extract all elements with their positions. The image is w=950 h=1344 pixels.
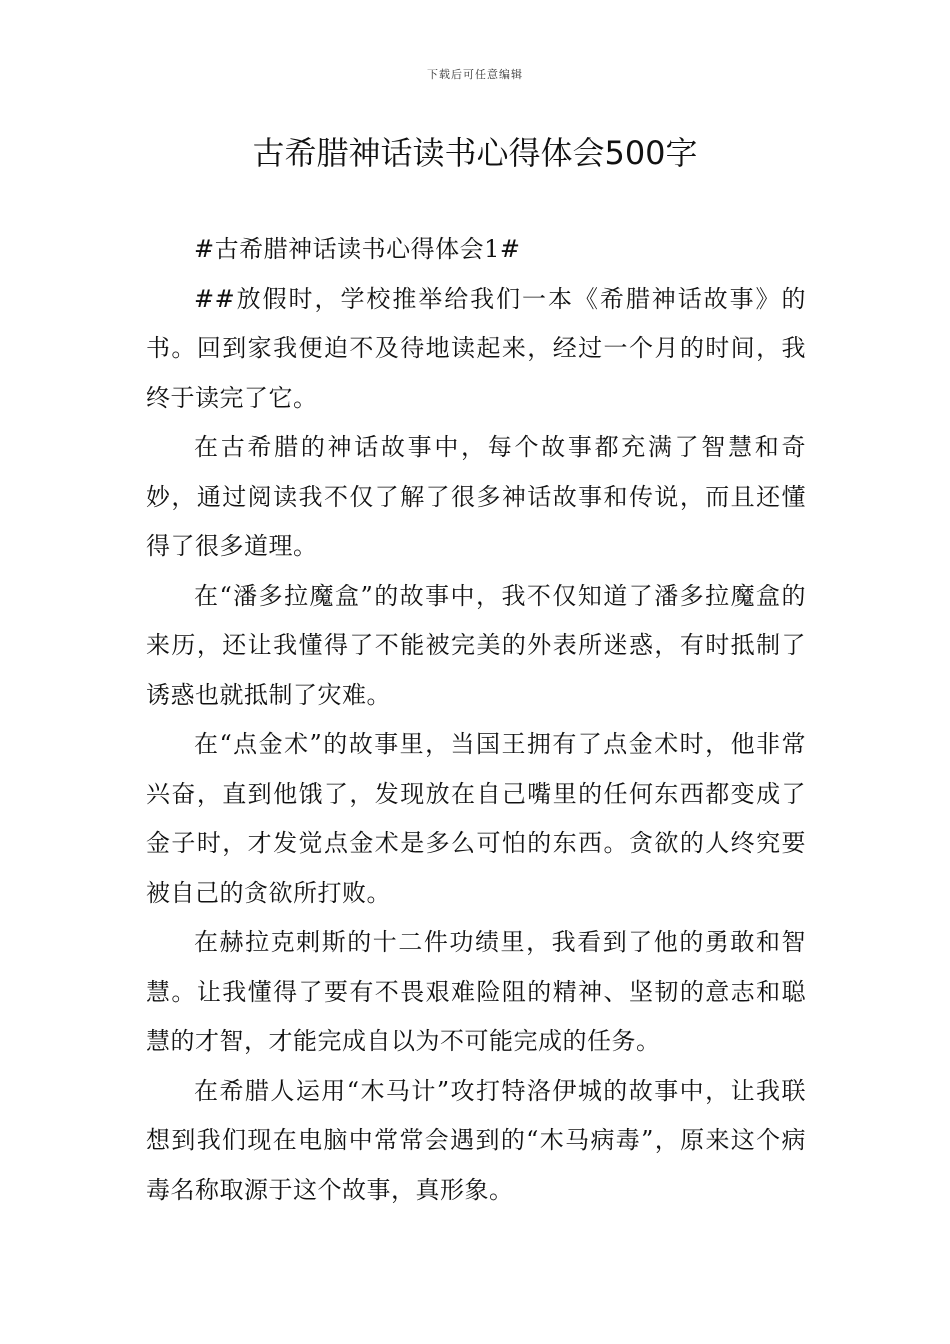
paragraph-section-heading: #古希腊神话读书心得体会1# <box>194 235 521 263</box>
paragraph-trojan-horse: 在希腊人运用“木马计”攻打特洛伊城的故事中，让我联想到我们现在电脑中常常会遇到的“木马病毒”，原来这个病毒名称取源于这个故事，真形象。 <box>146 1076 806 1204</box>
paragraph-heracles: 在赫拉克剌斯的十二件功绩里，我看到了他的勇敢和智慧。让我懂得了要有不畏艰难险阻的精神、坚韧的意志和聪慧的才智，才能完成自以为不可能完成的任务。 <box>146 928 806 1055</box>
paragraph-wisdom: 在古希腊的神话故事中，每个故事都充满了智慧和奇妙，通过阅读我不仅了解了很多神话故事和传说，而且还懂得了很多道理。 <box>146 433 806 560</box>
paragraph-pandora: 在“潘多拉魔盒”的故事中，我不仅知道了潘多拉魔盒的来历，还让我懂得了不能被完美的外表所迷惑，有时抵制了诱惑也就抵制了灾难。 <box>146 581 806 709</box>
paragraph-golden-touch: 在“点金术”的故事里，当国王拥有了点金术时，他非常兴奋，直到他饿了，发现放在自己嘴里的任何东西都变成了金子时，才发觉点金术是多么可怕的东西。贪欲的人终究要被自己的贪欲所打败。 <box>146 730 806 907</box>
document-title: 古希腊神话读书心得体会500字 <box>252 134 698 172</box>
document-body <box>146 225 806 1215</box>
paragraph-intro: ##放假时，学校推举给我们一本《希腊神话故事》的书。回到家我便迫不及待地读起来，经过一个月的时间，我终于读完了它。 <box>146 284 806 412</box>
header-note: 下载后可任意编辑 <box>427 68 523 81</box>
